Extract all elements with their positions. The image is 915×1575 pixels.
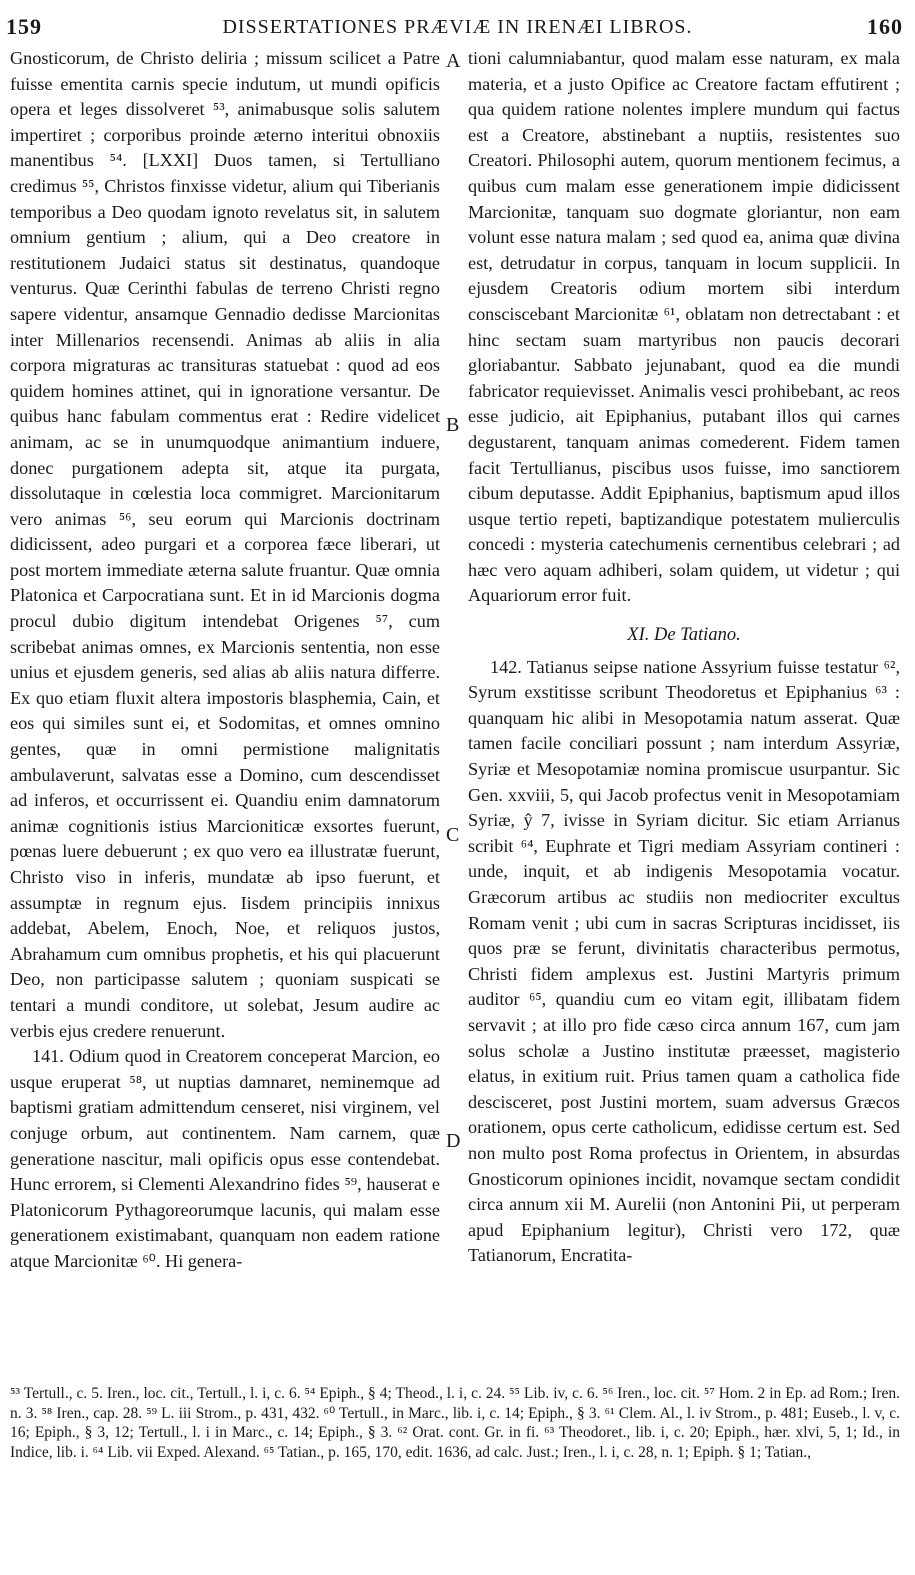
footnote-text: ⁵³ Tertull., c. 5. Iren., loc. cit., Tertull., l. i, c. 6. ⁵⁴ Epiph., § 4; Theod., l. i, c. 24. ⁵⁵ Lib. iv, c. 6. ⁵⁶ Iren., loc. cit. ⁵⁷ Hom. 2 in Ep. ad Rom.; Iren. n. 3. ⁵⁸ Iren., cap. 28. ⁵⁹ L. iii Strom., p. 431, 432. ⁶⁰ Tertull., in Marc., lib. i, c. 14; Epiph., § 3. ⁶¹ Clem. Al., l. iv Strom., p. 481; Euseb., l. v, c. 16; Epiph., § 3, 12; Tertull., l. i in Marc., c. 14; Epiph., § 3. ⁶² Orat. cont. Gr. in fi. ⁶³ Theodoret., lib. i, c. 20; Epiph., hær. xlvi, 5, 1; Id., in Indice, lib. i. ⁶⁴ Lib. vii Exped. Alexand. ⁶⁵ Tatian., p. 165, 170, edit. 1636, ad calc. Just.; Iren., l. i, c. 28, n. 1; Epiph. § 1; Tatian.,: [10, 1385, 900, 1461]
left-page-number: 159: [6, 14, 42, 39]
margin-marker-c: C: [446, 824, 460, 846]
page-header: [0, 8, 915, 44]
section-title: XI. De Tatiano.: [627, 625, 741, 646]
right-paragraph-142: 142. Tatianus seipse natione Assyrium fuisse testatur ⁶², Syrum exstitisse scribunt Theodoretus et Epiphanius ⁶³ : quanquam hic alibi in Mesopotamia natum asserat. Quæ tamen facile conciliari possunt ; nam interdum Assyriæ, Syriæ et Mesopotamiæ nomina promiscue usurpantur. Sic Gen. xxviii, 5, qui Jacob profectus venit in Mesopotamiam Syriæ, ŷ 7, ivisse in Syriam dicitur. Sic etiam Arrianus scribit ⁶⁴, Euphrate et Tigri mediam Assyriam contineri : unde, inquit, et ab indigenis Mesopotamia vocatur. Græcorum artibus ac studiis non mediocriter excultus Romam venit ; ubi cum in sacras Scripturas incidisset, iis quos præ se ferunt, divinitatis characteribus permotus, Christi fidem amplexus est. Justini Martyris primum auditor ⁶⁵, quandiu cum eo vitam egit, illibatam fidem servavit ; at illo pro fide cæso circa annum 167, cum jam solus scholæ a Justino institutæ præesset, magisterio elatus, in exitium ruit. Prius tamen quam a catholica fide descisceret, post Justini mortem, suam adversus Græcos orationem, opus certe catholicum, edidisse certum est. Sed non multo post Roma profectus in Orientem, in absurdas Gnosticorum opiniones incidit, novamque sectam condidit circa annum xii M. Aurelii (non Antonini Pii, ut perperam apud Epiphanium legitur), Christi vero 172, quæ Tatianorum, Encratita-: [468, 656, 900, 1266]
right-paragraph-1: tioni calumniabantur, quod malam esse naturam, ex mala materia, et a justo Opifice ac Creatore factam effutirent ; qua quidem ratione nolentes implere mundum qui factus est a Creatore, abstinebant a nuptiis, resistentes suo Creatori. Philosophi autem, quorum mentionem fecimus, a quibus cum malam esse generationem impie didicissent Marcionitæ, tanquam suo dogmate gloriantur, non eam volunt esse natura malam ; sed quod ea, anima quæ divina est, detrudatur in corpus, tanquam in locum supplicii. In ejusdem Creatoris odium mortem sibi interdum consciscebant Marcionitæ ⁶¹, oblatam non detrectabant : et hinc sectam suam martyribus non paucis decorari gloriabantur. Sabbato jejunabant, quod ea die mundi fabricator requievisset. Animalis vesci prohibebant, ac reos esse judicio, ait Epiphanius, putabant illos qui carnes degustarent, tanquam animas comederent. Fidem tamen facit Tertullianus, piscibus usos fuisse, imo sanctiorem cibum deputasse. Addit Epiphanius, baptismum apud illos usque tertio repeti, baptizandique potestatem mulierculis concedi : mysteria catechumenis cernentibus celebrari ; ad hæc vero aquam adhiberi, solam quidem, ut videtur ; qui Aquariorum error fuit.: [468, 48, 900, 606]
running-title: DISSERTATIONES PRÆVIÆ IN IRENÆI LIBROS.: [222, 16, 693, 38]
margin-marker-b: B: [446, 414, 460, 436]
left-paragraph-1: Gnosticorum, de Christo deliria ; missum scilicet a Patre fuisse ementita carnis specie indutum, ut mundi opificis opera et leges dissolveret ⁵³, animabusque solis salutem impertiret ; corporibus proinde æterno interitui obnoxiis manentibus ⁵⁴. [LXXI] Duos tamen, si Tertulliano credimus ⁵⁵, Christos finxisse videtur, alium qui Tiberianis temporibus a Deo quodam ignoto revelatus sit, in salutem omnium gentium ; alium, qui a Deo creatore in restitutionem Judaici status sit destinatus, quandoque venturus. Quæ Cerinthi fabulas de terreno Christi regno sapere videntur, ansamque Gennadio dedisse Marcionitas inter Millenarios recensendi. Animas ab aliis in alia corpora migraturas ac transituras statuebat : quod ad eos quidem homines attinet, qui in ignoratione versantur. De quibus hanc fabulam commentus erat : Redire videlicet animam, ac se in unumquodque animantium induere, donec purgationem adepta sit, atque ita purgata, dissolutaque in cœlestia loca commigret. Marcionitarum vero animas ⁵⁶, seu eorum qui Marcionis doctrinam didicissent, adeo purgari et a corporea fæce liberari, ut post mortem immediate æterna salute fruantur. Quæ omnia Platonica et Carpocratiana sunt. Et in id Marcionis dogma procul dubio digitum intendebat Origenes ⁵⁷, cum scribebat animas omnes, ex Marcionis sententia, non esse unius et ejusdem generis, sed alias ab aliis natura differre. Ex quo etiam fluxit altera impostoris blasphemia, Cain, et eos qui similes sunt ei, et Sodomitas, et omnes omnino gentes, quæ in omni permistione malignitatis ambulaverunt, salvatas esse a Domino, cum descendisset ad inferos, et occurrissent ei. Quandiu enim damnatorum animæ cognitionis istius Marcioniticæ exsortes fuerunt, pœnas luere debuerunt ; ex quo vero ea illustratæ fuerunt, Christo viso in inferis, mundatæ ab ipso fuerunt, et assumptæ in regnum ejus. Iisdem principiis innixus addebat, Abelem, Enoch, Noe, et reliquos justos, Abrahamum cum omnibus prophetis, et his qui placuerunt Deo, non participasse salutem ; quoniam suspicati se tentari a mundi conditore, ut solebat, Jesum audire ac verbis ejus credere renuerunt.: [10, 48, 440, 1041]
left-column: [10, 46, 440, 1275]
left-paragraph-141: 141. Odium quod in Creatorem conceperat Marcion, eo usque eruperat ⁵⁸, ut nuptias damnaret, neminemque ad baptismi gratiam admittendum censeret, nisi virginem, vel conjuge orbum, aut continentem. Nam carnem, quæ generatione nascitur, mali opificis opus esse contendebat. Hunc errorem, si Clementi Alexandrino fides ⁵⁹, hauserat e Platonicorum Pythagoreorumque lacunis, qui malam esse generationem existimabant, quanquam non eadem ratione atque Marcionitæ ⁶⁰. Hi genera-: [10, 1046, 440, 1271]
footnotes: [10, 1384, 900, 1462]
right-page-number: 160: [867, 14, 903, 39]
right-column: [468, 46, 900, 1269]
margin-marker-d: D: [446, 1130, 461, 1152]
margin-marker-a: A: [446, 50, 461, 72]
